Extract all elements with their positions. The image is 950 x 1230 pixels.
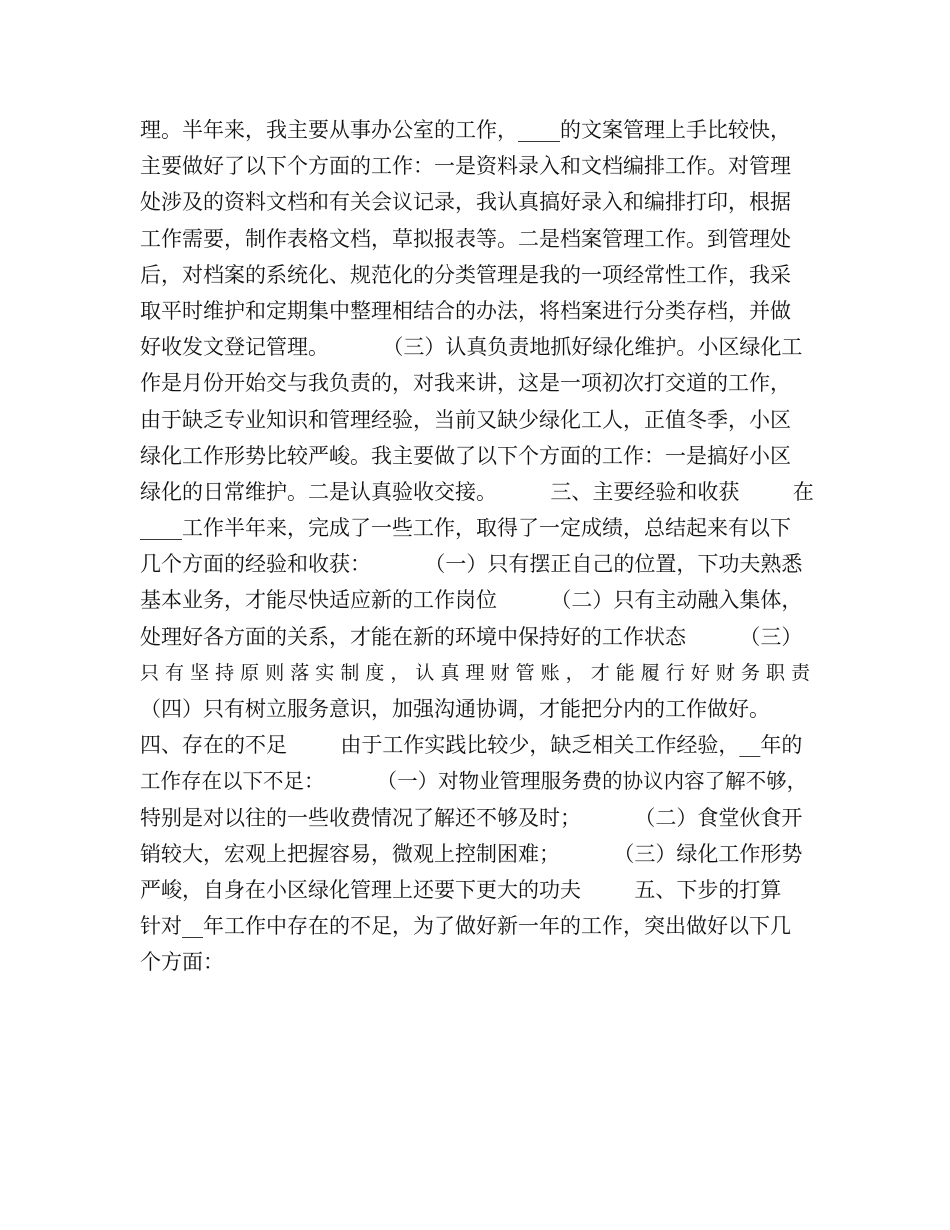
text-line: 只 有 坚 持 原 则 落 实 制 度 ， 认 真 理 财 管 账 ， 才 能 履 行 好 财 务 职 责 (140, 661, 811, 684)
text-line: 工作需要，制作表格文档，草拟报表等。二是档案管理工作。到管理处 (140, 226, 791, 251)
text-line: 处涉及的资料文档和有关会议记录，我认真搞好录入和编排打印，根据 (140, 190, 791, 215)
text-line: 好收发文登记管理。 （三）认真负责地抓好绿化维护。小区绿化工 (140, 335, 803, 360)
text-line: ____工作半年来，完成了一些工作，取得了一定成绩，总结起来有以下 (140, 516, 791, 541)
text-line: 作是月份开始交与我负责的，对我来讲，这是一项初次打交道的工作， (140, 371, 791, 396)
text-line: 个方面： (140, 950, 224, 975)
document-body (140, 112, 820, 981)
text-line: （四）只有树立服务意识，加强沟通协调，才能把分内的工作做好。 (140, 697, 770, 721)
text-line: 由于缺乏专业知识和管理经验，当前又缺少绿化工人，正值冬季，小区 (140, 407, 791, 432)
text-line: 理。半年来，我主要从事办公室的工作，____的文案管理上手比较快， (140, 118, 791, 142)
text-line: 工作存在以下不足： （一）对物业管理服务费的协议内容了解不够， (140, 769, 808, 794)
text-line: 几个方面的经验和收获： （一）只有摆正自己的位置，下功夫熟悉 (140, 552, 803, 577)
text-line: 后，对档案的系统化、规范化的分类管理是我的一项经常性工作，我采 (140, 262, 791, 287)
text-line: 绿化的日常维护。二是认真验收交接。 三、主要经验和收获 在 (140, 479, 814, 504)
text-line: 处理好各方面的关系，才能在新的环境中保持好的工作状态 （三） (140, 624, 803, 649)
text-line: 绿化工作形势比较严峻。我主要做了以下个方面的工作：一是搞好小区 (140, 443, 791, 468)
text-line: 四、存在的不足 由于工作实践比较少，缺乏相关工作经验，__年的 (140, 733, 803, 758)
text-line: 严峻，自身在小区绿化管理上还要下更大的功夫 五、下步的打算 (140, 877, 782, 902)
text-line: 特别是对以往的一些收费情况了解还不够及时； （二）食堂伙食开 (140, 805, 803, 830)
text-line: 取平时维护和定期集中整理相结合的办法，将档案进行分类存档，并做 (140, 298, 791, 323)
text-line: 主要做好了以下个方面的工作：一是资料录入和文档编排工作。对管理 (140, 154, 791, 179)
text-line: 基本业务，才能尽快适应新的工作岗位 （二）只有主动融入集体， (140, 588, 803, 613)
text-line: 销较大，宏观上把握容易，微观上控制困难； （三）绿化工作形势 (140, 841, 803, 866)
text-line: 针对__年工作中存在的不足，为了做好新一年的工作，突出做好以下几 (140, 914, 791, 939)
